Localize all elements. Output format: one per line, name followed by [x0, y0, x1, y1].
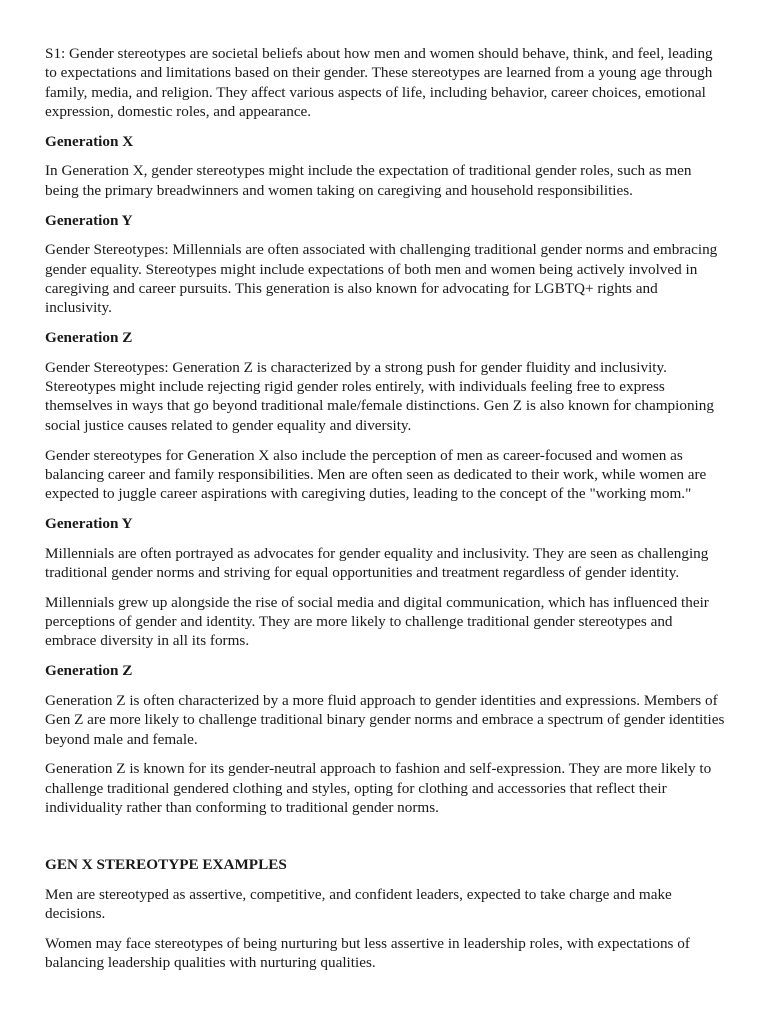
paragraph: Generation Z is often characterized by a more fluid approach to gender identities and expressions. Members of Gen Z are more likely to challenge traditional binary gender norms and embrace a spectrum of gender identities beyond male and female. — [45, 692, 725, 748]
paragraph: In Generation X, gender stereotypes might include the expectation of traditional gender roles, such as men being the primary breadwinners and women taking on caregiving and household responsibilities. — [45, 162, 692, 199]
paragraph: Gender Stereotypes: Generation Z is characterized by a strong push for gender fluidity and inclusivity. Stereotypes might include rejecting rigid gender roles entirely, with individuals feeling free to express themselves in ways that go beyond traditional male/female distinctions. Gen Z is also known for championing social justice causes related to gender equality and diversity. — [45, 358, 714, 434]
paragraph: Millennials grew up alongside the rise of social media and digital communication, which has influenced their perceptions of gender and identity. They are more likely to challenge traditional gender stereotypes and embrace diversity in all its forms. — [45, 593, 709, 650]
paragraph: Gender stereotypes for Generation X also include the perception of men as career-focused and women as balancing career and family responsibilities. Men are often seen as dedicated to their work, while women are expected to juggle career aspirations with caregiving duties, leading to the concept of the "working mom." — [45, 446, 707, 503]
major-section-heading: GEN X STEREOTYPE EXAMPLES — [45, 856, 287, 874]
section-heading: Generation Z — [45, 329, 133, 347]
section-heading: Generation X — [45, 132, 134, 150]
section-heading: Generation Y — [45, 514, 133, 532]
document-body — [45, 44, 727, 983]
paragraph: Men are stereotyped as assertive, competitive, and confident leaders, expected to take charge and make decisions. — [45, 886, 672, 923]
section-heading: Generation Z — [45, 662, 133, 680]
paragraph: Women may face stereotypes of being nurturing but less assertive in leadership roles, with expectations of balancing leadership qualities with nurturing qualities. — [45, 935, 690, 972]
paragraph: S1: Gender stereotypes are societal beliefs about how men and women should behave, think, and feel, leading to expectations and limitations based on their gender. These stereotypes are learned from a young age through family, media, and religion. They affect various aspects of life, including behavior, career choices, emotional expression, domestic roles, and appearance. — [45, 45, 713, 120]
paragraph: Generation Z is known for its gender-neutral approach to fashion and self-expression. They are more likely to challenge traditional gendered clothing and styles, opting for clothing and accessories that reflect their individuality rather than conforming to traditional gender norms. — [45, 760, 712, 816]
section-heading: Generation Y — [45, 211, 133, 229]
paragraph: Gender Stereotypes: Millennials are often associated with challenging traditional gender norms and embracing gender equality. Stereotypes might include expectations of both men and women being actively involved in caregiving and career pursuits. This generation is also known for advocating for LGBTQ+ rights and inclusivity. — [45, 241, 718, 317]
paragraph: Millennials are often portrayed as advocates for gender equality and inclusivity. They are seen as challenging traditional gender norms and striving for equal opportunities and treatment regardless of gender identity. — [45, 544, 709, 582]
